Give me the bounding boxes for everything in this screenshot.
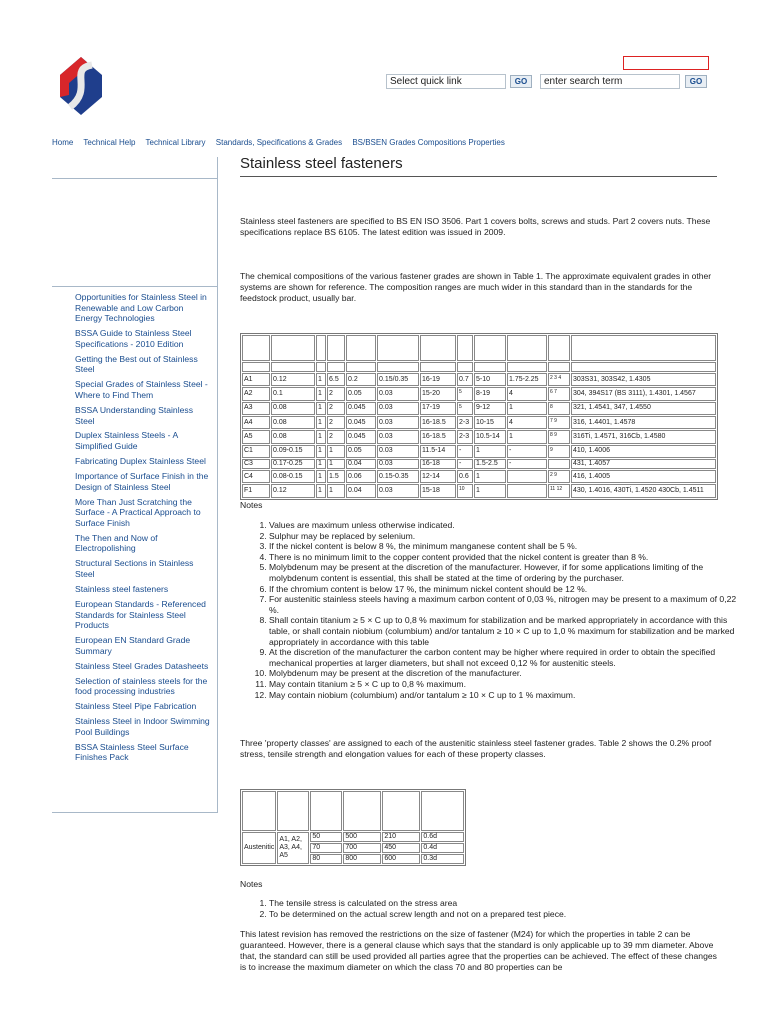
table-row: Austenitic A1, A2, A3, A4, A5 50 500 210 0.6d xyxy=(242,832,464,842)
note-item: 1. Values are maximum unless otherwise indicated. xyxy=(269,520,739,531)
table-row: 80 800 600 0.3d xyxy=(242,854,464,864)
note-item: 8. Shall contain titanium ≥ 5 × C up to 0,8 % maximum for stabilization and be marked appropriately in accordance with this table, or shall contain niobium (columbium) and/or tantalum ≥ 10 × C up to 1,0 % maximum for stabilization and be marked appropriately in accordance with this table xyxy=(269,615,739,647)
table2-intro-paragraph: Three 'property classes' are assigned to each of the austenitic stainless steel fastener grades. Table 2 shows the 0.2% proof stress, tensile strength and elongation values for each of these property classes. xyxy=(240,738,712,759)
note-item: 11. May contain titanium ≥ 5 × C up to 0,8 % maximum. xyxy=(269,679,739,690)
property-class-table xyxy=(240,789,466,866)
breadcrumb-grades[interactable]: BS/BSEN Grades Compositions Properties xyxy=(352,138,505,147)
sidebar-link[interactable]: Getting the Best out of Stainless Steel xyxy=(75,353,198,375)
sidebar-link[interactable]: BSSA Stainless Steel Surface Finishes Pack xyxy=(75,741,189,763)
breadcrumb-home[interactable]: Home xyxy=(52,138,74,147)
note-item: 3. If the nickel content is below 8 %, the minimum manganese content shall be 5 %. xyxy=(269,541,739,552)
sidebar-divider-top xyxy=(52,178,218,179)
sidebar-link[interactable]: More Than Just Scratching the Surface - A Practical Approach to Surface Finish xyxy=(75,496,201,528)
table-row: 70 700 450 0.4d xyxy=(242,843,464,853)
note-item: 10. Molybdenum may be present at the discretion of the manufacturer. xyxy=(269,668,739,679)
sidebar-link[interactable]: Duplex Stainless Steels - A Simplified Guide xyxy=(75,430,178,452)
sidebar-link[interactable]: Special Grades of Stainless Steel - Where to Find Them xyxy=(75,379,208,400)
sidebar-link[interactable]: BSSA Guide to Stainless Steel Specifications - 2010 Edition xyxy=(75,328,192,349)
sidebar-link[interactable]: Selection of stainless steels for the food processing industries xyxy=(75,675,208,697)
sidebar-link[interactable]: Stainless Steel in Indoor Swimming Pool Buildings xyxy=(75,716,210,737)
sidebar-link[interactable]: Fabricating Duplex Stainless Steel xyxy=(75,456,206,467)
sidebar-link[interactable]: Structural Sections in Stainless Steel xyxy=(75,558,194,579)
sidebar-link[interactable]: Importance of Surface Finish in the Design of Stainless Steel xyxy=(75,471,209,492)
search-go-button[interactable]: GO xyxy=(685,75,707,88)
closing-paragraph: This latest revision has removed the restrictions on the size of fastener (M24) for which the properties in table 2 can be guaranteed. However, there is a general clause which says that the standard is only applicable up to 39 mm diameter. Above that, the standard can still be used provided all parties agree that the properties can be achieved. The effect of these changes is to increase the maximum diameter on which the class 70 and 80 properties can be xyxy=(240,929,717,972)
table-row: A2 0.1 1 2 0.05 0.03 15-20 $^5$ 8-19 4 $^{6 7}$ 304, 394S17 (BS 3111), 1.4301, 1.4567 xyxy=(242,387,716,400)
table-row: C4 0.08-0.15 1 1.5 0.06 0.15-0.35 12-14 0.6 1 $^{2 9}$ 416, 1.4005 xyxy=(242,470,716,483)
note-item: 6. If the chromium content is below 17 %, the minimum nickel content should be 12 %. xyxy=(269,584,739,595)
sidebar-divider-middle xyxy=(52,286,218,287)
site-logo[interactable] xyxy=(58,55,104,117)
top-red-outline-box xyxy=(623,56,709,70)
sidebar-border-upper xyxy=(217,157,218,261)
note-item: 2. Sulphur may be replaced by selenium. xyxy=(269,531,739,542)
sidebar-link[interactable]: Stainless Steel Grades Datasheets xyxy=(75,660,209,671)
note-item: 2. To be determined on the actual screw length and not on a prepared test piece. xyxy=(269,909,739,920)
note-item: 5. Molybdenum may be present at the discretion of the manufacturer. However, if for some applications limiting of the molybdenum content is essential, this shall be stated at the time of ordering by the purchaser. xyxy=(269,562,739,583)
composition-table xyxy=(240,333,718,500)
sidebar-link[interactable]: The Then and Now of Electropolishing xyxy=(75,532,158,554)
table-row: A4 0.08 1 2 0.045 0.03 16-18.5 2-3 10-15 4 $^{7 9}$ 316, 1.4401, 1.4578 xyxy=(242,416,716,429)
table-row: C1 0.09-0.15 1 1 0.05 0.03 11.5-14 - 1 - $^9$ 410, 1.4006 xyxy=(242,445,716,458)
quick-link-go-button[interactable]: GO xyxy=(510,75,532,88)
table-row: A1 0.12 1 6.5 0.2 0.15/0.35 16-19 0.7 5-10 1.75-2.25 $^{2 3 4}$ 303S31, 303S42, 1.4305 xyxy=(242,373,716,386)
sidebar-border-lower xyxy=(217,261,218,813)
table-row: A3 0.08 1 2 0.045 0.03 17-19 $^5$ 9-12 1 $^8$ 321, 1.4541, 347, 1.4550 xyxy=(242,402,716,415)
composition-notes-list xyxy=(253,520,739,700)
note-item: 12. May contain niobium (columbium) and/or tantalum ≥ 10 × C up to 1 % maximum. xyxy=(269,690,739,701)
breadcrumb-technical-library[interactable]: Technical Library xyxy=(145,138,206,147)
sidebar-link[interactable]: BSSA Understanding Stainless Steel xyxy=(75,404,193,426)
table-row: C3 0.17-0.25 1 1 0.04 0.03 16-18 - 1.5-2.5 - 431, 1.4057 xyxy=(242,459,716,469)
note-item: 7. For austenitic stainless steels having a maximum carbon content of 0,03 %, nitrogen may be present to a maximum of 0,22 %. xyxy=(269,594,739,615)
breadcrumb-standards[interactable]: Standards, Specifications & Grades xyxy=(215,138,343,147)
sidebar-link[interactable]: European EN Standard Grade Summary xyxy=(75,635,191,656)
table-subheader-row xyxy=(242,362,716,372)
sidebar-nav xyxy=(75,292,210,767)
title-divider xyxy=(240,176,717,177)
note-item: 9. At the discretion of the manufacturer the carbon content may be higher where required in order to obtain the specified mechanical properties at larger diameters, but shall not exceed 0,12 % for austenitic steels. xyxy=(269,647,739,668)
sidebar-link[interactable]: European Standards - Referenced Standards for Stainless Steel Products xyxy=(75,598,206,631)
page-title: Stainless steel fasteners xyxy=(240,155,403,172)
sidebar-divider-bottom xyxy=(52,812,218,813)
note-item: 1. The tensile stress is calculated on the stress area xyxy=(269,898,739,909)
sidebar-link[interactable]: Opportunities for Stainless Steel in Renewable and Low Carbon Energy Technologies xyxy=(75,292,207,324)
breadcrumb-technical-help[interactable]: Technical Help xyxy=(83,138,136,147)
quick-link-select[interactable]: Select quick link xyxy=(386,74,506,89)
notes-heading: Notes xyxy=(240,879,263,889)
intro-paragraph: Stainless steel fasteners are specified to BS EN ISO 3506. Part 1 covers bolts, screws and studs. Part 2 covers nuts. These specifications replace BS 6105. The latest edition was issued in 2009. xyxy=(240,216,711,237)
sidebar-link[interactable]: Stainless Steel Pipe Fabrication xyxy=(75,701,197,712)
table1-intro-paragraph: The chemical compositions of the various fastener grades are shown in Table 1. The approximate equivalent grades in other systems are shown for reference. The composition ranges are much wider in this standard than in the standards for the feedstock product, usually bar. xyxy=(240,271,712,303)
table-header-row xyxy=(242,335,716,361)
search-input[interactable]: enter search term xyxy=(540,74,680,89)
table-row: A5 0.08 1 2 0.045 0.03 16-18.5 2-3 10.5-14 1 $^{8 9}$ 316Ti, 1.4571, 316Cb, 1.4580 xyxy=(242,430,716,443)
notes-heading: Notes xyxy=(240,500,263,510)
breadcrumb xyxy=(52,138,513,147)
sidebar-link[interactable]: Stainless steel fasteners xyxy=(75,583,169,594)
table-header-row xyxy=(242,791,464,831)
note-item: 4. There is no minimum limit to the copper content provided that the nickel content is greater than 8 %. xyxy=(269,552,739,563)
table-row: F1 0.12 1 1 0.04 0.03 15-18 $^{10}$ 1 $^{11 12}$ 430, 1.4016, 430Ti, 1.4520 430Cb, 1.4511 xyxy=(242,484,716,497)
property-notes-list xyxy=(253,898,739,919)
